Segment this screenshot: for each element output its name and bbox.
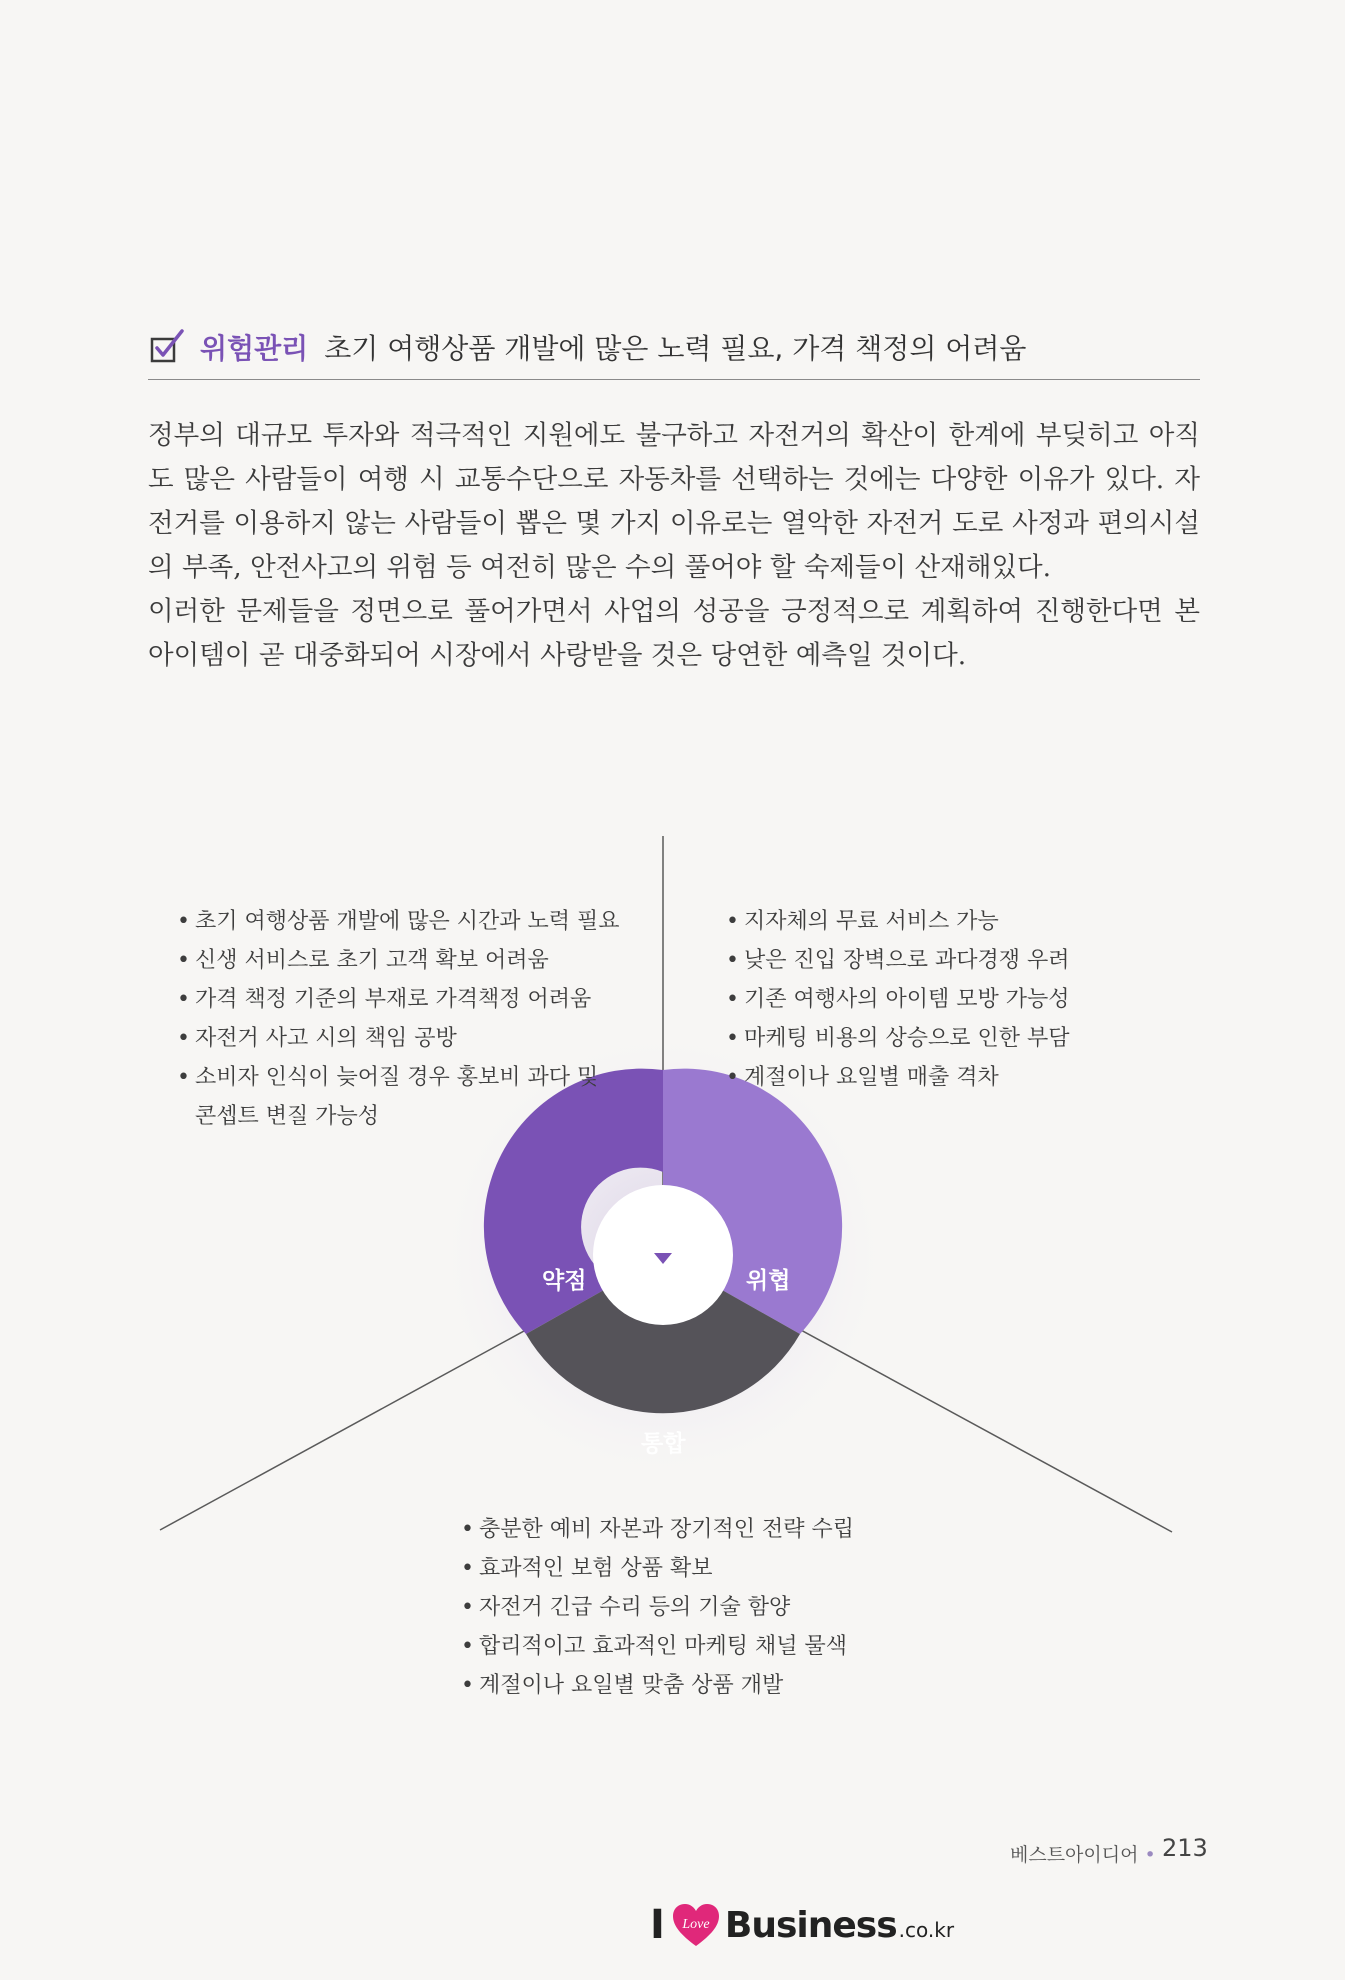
list-item-continuation: 콘셉트 변질 가능성	[195, 1104, 380, 1129]
list-item: • 기존 여행사의 아이템 모방 가능성	[726, 980, 1070, 1019]
paragraph: 이러한 문제들을 정면으로 풀어가면서 사업의 성공을 긍정적으로 계획하여 진행한다면 본 아이템이 곧 대중화되어 시장에서 사랑받을 것은 당연한 예측일 것이다.	[148, 596, 1200, 671]
list-item: • 충분한 예비 자본과 장기적인 전략 수립	[461, 1510, 854, 1549]
swot-diagram	[0, 830, 1345, 1730]
integration-list	[461, 1510, 854, 1705]
section-header	[148, 318, 1200, 380]
list-item: • 신생 서비스로 초기 고객 확보 어려움	[177, 941, 620, 980]
integration-label: 통합	[641, 1431, 686, 1457]
list-item: • 낮은 진입 장벽으로 과다경쟁 우려	[726, 941, 1070, 980]
logo-domain: .co.kr	[898, 1918, 955, 1942]
list-item: • 계절이나 요일별 맞춤 상품 개발	[461, 1666, 854, 1705]
list-item: • 지자체의 무료 서비스 가능	[726, 902, 1070, 941]
body-text	[148, 414, 1200, 678]
weakness-label: 약점	[542, 1268, 587, 1294]
separator-dot: •	[1144, 1844, 1156, 1866]
list-item: • 자전거 사고 시의 책임 공방	[177, 1019, 620, 1058]
book-title	[1010, 1840, 1162, 1867]
list-item: • 마케팅 비용의 상승으로 인한 부담	[726, 1019, 1070, 1058]
page-number: 213	[1162, 1834, 1208, 1862]
paragraph: 정부의 대규모 투자와 적극적인 지원에도 불구하고 자전거의 확산이 한계에 부딪히고 아직도 많은 사람들이 여행 시 교통수단으로 자동차를 선택하는 것에는 다양한 이유가 있다. 자전거를 이용하지 않는 사람들이 뽑은 몇 가지 이유로는 열악한 자전거 도로 사정과 편의시설의 부족, 안전사고의 위험 등 여전히 많은 수의 풀어야 할 숙제들이 산재해있다.	[148, 420, 1200, 583]
weakness-list	[177, 902, 620, 1136]
list-item: • 합리적이고 효과적인 마케팅 채널 물색	[461, 1627, 854, 1666]
list-item: • 자전거 긴급 수리 등의 기술 함양	[461, 1588, 854, 1627]
checkbox-check-icon	[148, 327, 188, 367]
list-item: • 초기 여행상품 개발에 많은 시간과 노력 필요	[177, 902, 620, 941]
logo-love-text: Love	[682, 1917, 710, 1932]
publisher-logo	[650, 1895, 954, 1955]
list-item: • 계절이나 요일별 매출 격차	[726, 1058, 1070, 1097]
list-item: • 효과적인 보험 상품 확보	[461, 1549, 854, 1588]
section-label: 위험관리	[200, 332, 309, 365]
threat-label: 위협	[746, 1268, 791, 1294]
threat-list	[726, 902, 1070, 1097]
logo-word: Business	[724, 1904, 897, 1946]
list-item: • 가격 책정 기준의 부재로 가격책정 어려움	[177, 980, 620, 1019]
heart-icon	[671, 1902, 721, 1948]
list-item: • 소비자 인식이 늦어질 경우 홍보비 과다 및	[177, 1058, 620, 1097]
section-title: 초기 여행상품 개발에 많은 노력 필요, 가격 책정의 어려움	[324, 332, 1027, 365]
book-title-text: 베스트아이디어	[1010, 1844, 1139, 1866]
logo-i: I	[650, 1902, 665, 1948]
